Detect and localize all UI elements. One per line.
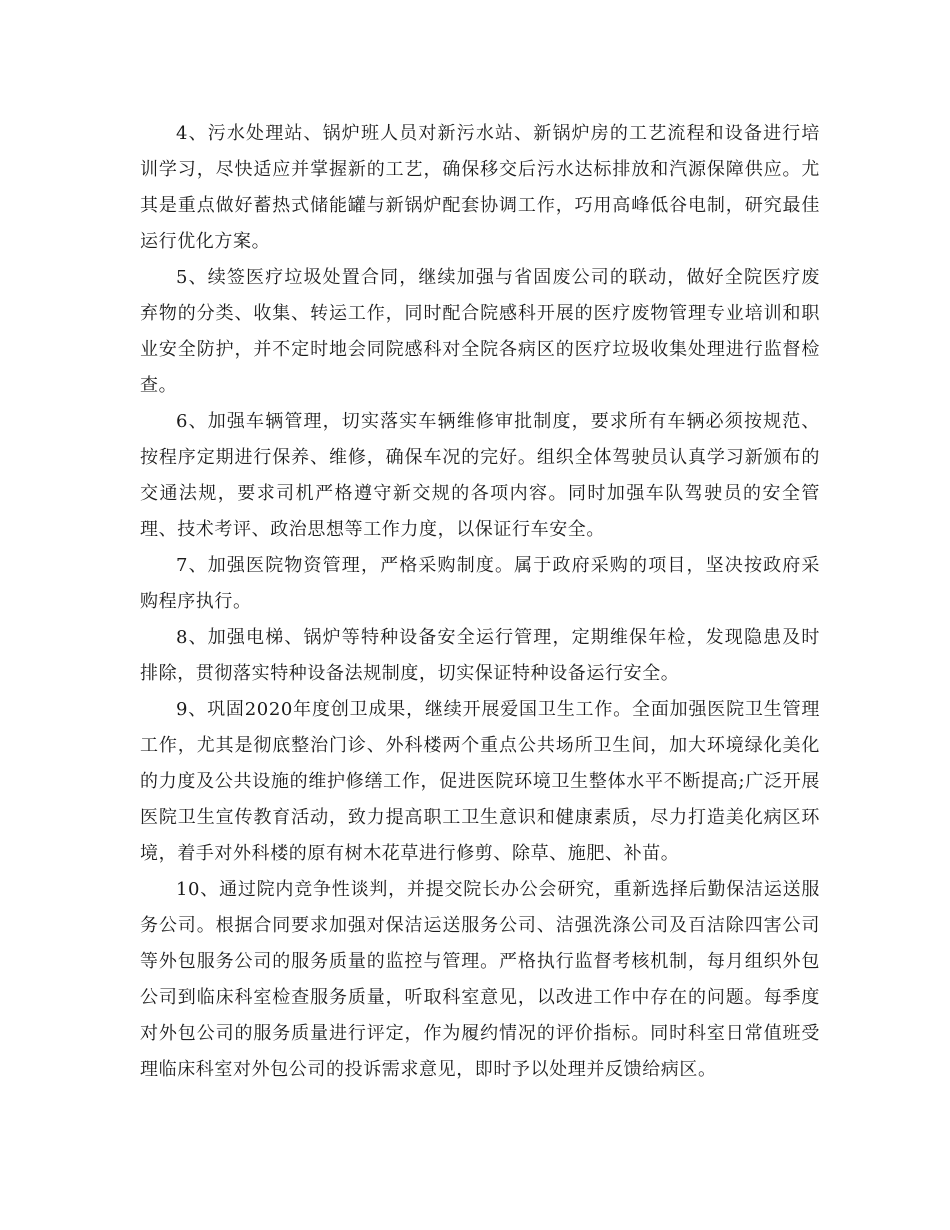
paragraph-item-7: 7、加强医院物资管理，严格采购制度。属于政府采购的项目，坚决按政府采购程序执行。 [140, 555, 820, 612]
paragraph-item-6: 6、加强车辆管理，切实落实车辆维修审批制度，要求所有车辆必须按规范、按程序定期进行保养、维修，确保车况的完好。组织全体驾驶员认真学习新颁布的交通法规，要求司机严格遵守新交规的各项内容。同时加强车队驾驶员的安全管理、技术考评、政治思想等工作力度，以保证行车安全。 [140, 411, 820, 540]
paragraph-item-8: 8、加强电梯、锅炉等特种设备安全运行管理，定期维保年检，发现隐患及时排除，贯彻落实特种设备法规制度，切实保证特种设备运行安全。 [140, 627, 820, 684]
paragraph-item-9: 9、巩固2020年度创卫成果，继续开展爱国卫生工作。全面加强医院卫生管理工作，尤其是彻底整治门诊、外科楼两个重点公共场所卫生间，加大环境绿化美化的力度及公共设施的维护修缮工作，促进医院环境卫生整体水平不断提高;广泛开展医院卫生宣传教育活动，致力提高职工卫生意识和健康素质，尽力打造美化病区环境，着手对外科楼的原有树木花草进行修剪、除草、施肥、补苗。 [140, 699, 820, 864]
paragraph-item-5: 5、续签医疗垃圾处置合同，继续加强与省固废公司的联动，做好全院医疗废弃物的分类、收集、转运工作，同时配合院感科开展的医疗废物管理专业培训和职业安全防护，并不定时地会同院感科对全院各病区的医疗垃圾收集处理进行监督检查。 [140, 267, 820, 396]
paragraph-item-10: 10、通过院内竞争性谈判，并提交院长办公会研究，重新选择后勤保洁运送服务公司。根据合同要求加强对保洁运送服务公司、洁强洗涤公司及百洁除四害公司等外包服务公司的服务质量的监控与管理。严格执行监督考核机制，每月组织外包公司到临床科室检查服务质量，听取科室意见，以改进工作中存在的问题。每季度对外包公司的服务质量进行评定，作为履约情况的评价指标。同时科室日常值班受理临床科室对外包公司的投诉需求意见，即时予以处理并反馈给病区。 [140, 879, 820, 1080]
paragraph-item-4: 4、污水处理站、锅炉班人员对新污水站、新锅炉房的工艺流程和设备进行培训学习，尽快适应并掌握新的工艺，确保移交后污水达标排放和汽源保障供应。尤其是重点做好蓄热式储能罐与新锅炉配套协调工作，巧用高峰低谷电制，研究最佳运行优化方案。 [140, 123, 820, 252]
document-body [140, 116, 820, 1088]
